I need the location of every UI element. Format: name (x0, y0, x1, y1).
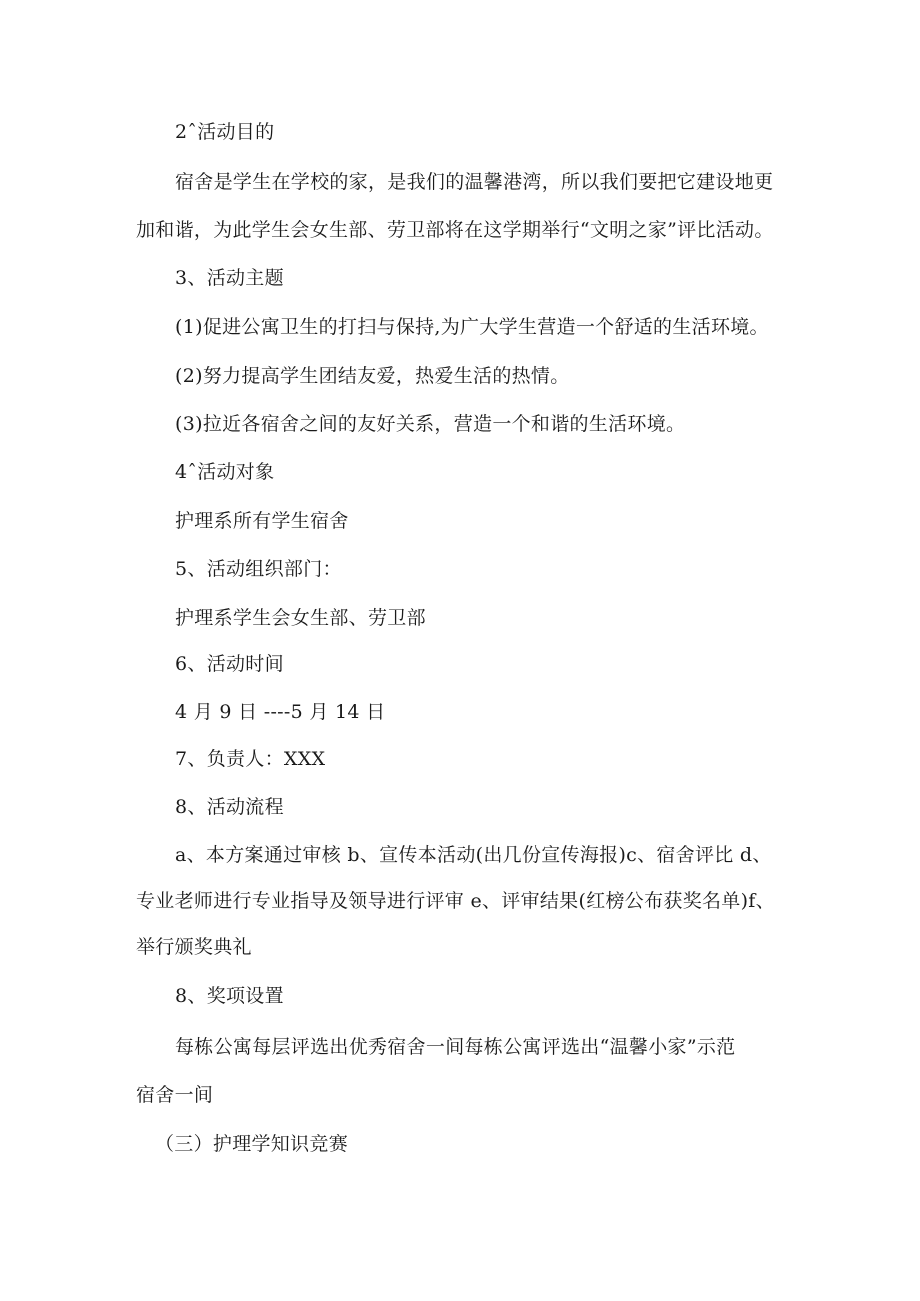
flow-line-1: a、本方案通过审核 b、宣传本活动(出几份宣传海报)c、宿舍评比 d、 (175, 844, 772, 866)
heading-time: 6、活动时间 (175, 653, 284, 675)
section-three-heading: （三）护理学知识竞赛 (155, 1133, 349, 1155)
responsible-text: 7、负责人：XXX (175, 748, 326, 770)
theme-item-2: (2)努力提高学生团结友爱，热爱生活的热情。 (175, 365, 570, 387)
target-text: 护理系所有学生宿舍 (175, 510, 349, 532)
time-text: 4 月 9 日 ----5 月 14 日 (175, 701, 386, 723)
heading-target: 4ˆ活动对象 (175, 461, 275, 483)
theme-item-1: (1)促进公寓卫生的打扫与保持,为广大学生营造一个舒适的生活环境。 (175, 316, 769, 338)
flow-line-3: 举行颁奖典礼 (136, 936, 252, 958)
org-text: 护理系学生会女生部、劳卫部 (175, 607, 426, 629)
theme-item-3: (3)拉近各宿舍之间的友好关系，营造一个和谐的生活环境。 (175, 413, 686, 435)
flow-line-2: 专业老师进行专业指导及领导进行评审 e、评审结果(红榜公布获奖名单)f、 (136, 890, 775, 912)
heading-flow: 8、活动流程 (175, 796, 284, 818)
heading-awards: 8、奖项设置 (175, 985, 284, 1007)
awards-line-2: 宿舍一间 (136, 1084, 214, 1106)
heading-org: 5、活动组织部门： (175, 558, 342, 580)
heading-theme: 3、活动主题 (175, 267, 284, 289)
awards-line-1: 每栋公寓每层评选出优秀宿舍一间每栋公寓评选出“温馨小家”示范 (175, 1036, 736, 1058)
purpose-line-1: 宿舍是学生在学校的家，是我们的温馨港湾，所以我们要把它建设地更 (175, 171, 774, 193)
heading-purpose: 2ˆ活动目的 (175, 121, 275, 143)
purpose-line-2: 加和谐，为此学生会女生部、劳卫部将在这学期举行“文明之家”评比活动。 (136, 219, 774, 241)
